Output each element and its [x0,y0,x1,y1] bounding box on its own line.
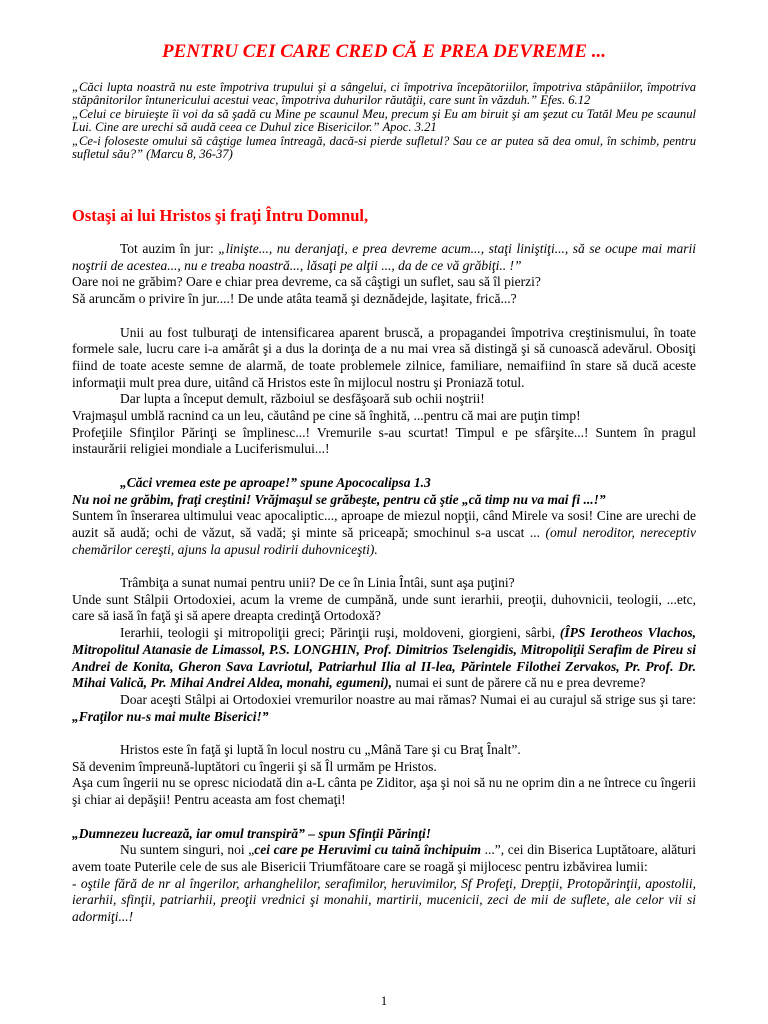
paragraph-5-pillars-lead: Doar aceşti Stâlpi ai Ortodoxiei vremurilor noastre au mai rămas? Numai ei au curajul să strige sus şi tare: [120,691,696,707]
paragraph-3-line-1: Dar lupta a început demult, războiul se desfăşoară sub ochii noştrii! [120,391,485,407]
paragraph-6-line-1: Hristos este în faţă şi luptă în locul nostru cu „Mână Tare şi cu Braţ Înalt”. [120,742,521,758]
paragraph-4-body [72,508,696,558]
paragraph-1-lead: Tot auzim în jur: [120,241,219,256]
paragraph-1-quote: „linişte..., nu deranjaţi, e prea devreme acum..., staţi liniştiţi..., să se ocupe mai marii noştrii de acestea..., nu e treaba noastră..., lăsaţi pe alţii ..., da de ce vă grăbiţi.. !” [72,241,696,273]
epigraph-quote-mark: „Ce-i foloseste omului să câştige lumea întreagă, dacă-si pierde sufletul? Sau ce ar putea să dea omul, în schimb, pentru sufletul său?” (Marcu 8, 36-37) [72,133,696,162]
paragraph-5-line-1: Trâmbiţa a sunat numai pentru unii? De ce în Linia Întâi, sunt aşa puţini? [120,575,515,591]
paragraph-5-hierarchs-names: (ÎPS Ierotheos Vlachos, Mitropolitul Atanasie de Limassol, P.S. LONGHIN, Prof. Dimitrios Tselengidis, Mitropoliţii Serafim de Pireu si Andrei de Konita, Gheron Sava Lavriotul, Patriarhul Ilia al II-lea, Părintele Filothei Zervakos, Pr. Prof. Dr. Mihai Valică, Pr. Mihai Andrei Aldea, monahi, egumeni), [72,625,696,691]
paragraph-7-list: - oştile fără de nr al îngerilor, arhanghelilor, serafimilor, heruvimilor, Sf Profeţi, Drepţii, Protopărinţii, apostolii, ierarhii, sfinţii, patriarhii, preoţii vrednici şi monahii, martirii, mucenicii, zeci de mii de suflete, ale celor vii si adormiţi...! [72,875,696,925]
paragraph-6-line-2: Să devenim împreună-luptători cu îngerii şi să Îl urmăm pe Hristos. [72,758,437,774]
paragraph-1-line-2: Oare noi ne grăbim? Oare e chiar prea devreme, ca să câştigi un suflet, sau să îl pierzi? [72,274,541,290]
paragraph-7-tail: ...”, cei din Biserica Luptătoare, alături avem toate Puterile cele de sus ale Bisericii Triumfătoare care se roagă şi mijlocesc pentru izbăvirea lumii: [72,842,696,874]
paragraph-1-line-3: Să aruncăm o privire în jur....! De unde atâta teamă şi deznădejde, laşitate, frică...? [72,291,517,307]
paragraph-2: Unii au fost tulburaţi de intensificarea aparent bruscă, a propagandei împotriva creştinismului, în toate formele sale, lucru care i-a amărât şi a dus la dorinţa de a nu mai vrea să distingă şi să cunoască adevărul. Obosiţi fiind de toate aceste semne de alarmă, de toate problemele zilnice, familiare, nemaifiind în stare să ducă aceste informaţii mult prea dure, uitând că Hristos este în mijlocul nostru şi Proniază totul. [72,324,696,390]
paragraph-7-heading: „Dumnezeu lucrează, iar omul transpiră” – spun Sfinţii Părinţi! [72,825,431,841]
epigraph-quote-ephesians: „Căci lupta noastră nu este împotriva trupului şi a sângelui, ci împotriva începătoriilor, împotriva stăpâniilor, împotriva stăpânitorilor întunericului acestui veac, împotriva duhurilor răutăţii, care sunt în văzduh.” Efes. 6.12 [72,80,696,108]
paragraph-7-lead: Nu suntem singuri, noi „ [120,842,255,858]
greeting-heading: Ostaşi ai lui Hristos şi fraţi Întru Domnul, [72,206,369,225]
page-number: 1 [380,994,388,1008]
paragraph-5-pillars-shout: „Fraţilor nu-s mai multe Biserici!” [72,708,269,724]
document-body [72,241,696,926]
document-title: PENTRU CEI CARE CRED CĂ E PREA DEVREME ... [162,41,606,62]
paragraph-7-hymn: cei care pe Heruvimi cu taină închipuim [254,842,481,858]
paragraph-5-hierarchs-tail: numai ei sunt de părere că nu e prea devreme? [392,675,646,691]
paragraph-4-enemy-hurries: Nu noi ne grăbim, fraţi creştini! Vrăjmaşul se grăbeşte, pentru că ştie „că timp nu va mai fi ...!” [72,491,606,507]
paragraph-3-line-3: Profeţiile Sfinţilor Părinţi se împlinesc...! Vremurile s-au scurtat! Timpul e pe sfârşite...! Suntem în pragul instaurării religiei mondiale a Luciferismului...! [72,424,696,457]
paragraph-5-hierarchs [72,625,696,692]
document-page [72,0,696,1024]
paragraph-4-parenthetical: (omul neroditor, nereceptiv chemărilor cereşti, ajuns la apusul rodirii duhovniceşti). [72,524,696,557]
epigraph-quotes [72,81,696,161]
paragraph-7-body [72,842,696,875]
epigraph-quote-revelation: „Celui ce biruieşte îi voi da să şadă cu Mine pe scaunul Meu, precum şi Eu am biruit şi am şezut cu Tatăl Meu pe scaunul Lui. Cine are urechi să audă ceea ce Duhul zice Bisericilor.” Apoc. 3.21 [72,106,696,135]
paragraph-5-line-2: Unde sunt Stâlpii Ortodoxiei, acum la vreme de cumpănă, unde sunt ierarhii, preoţii, duhovnicii, teologii, ...etc, care să iasă în faţă şi să apere dreapta credinţă Ortodoxă? [72,591,696,624]
paragraph-1 [72,241,696,274]
paragraph-4-apocalypse-quote: „Căci vremea este pe aproape!” spune Apococalipsa 1.3 [120,474,431,490]
paragraph-3-line-2: Vrajmaşul umblă racnind ca un leu, căutând pe cine să înghită, ...pentru că mai are puţin timp! [72,408,581,424]
paragraph-6-line-3: Aşa cum îngerii nu se opresc niciodată din a-L cânta pe Ziditor, aşa şi noi să nu ne oprim din a ne întrece cu îngerii şi chiar ai depăşii! Pentru aceasta am fost chemaţi! [72,775,696,808]
paragraph-5-hierarchs-lead: Ierarhii, teologii şi mitropoliţii greci; Părinţii ruşi, moldoveni, giorgieni, sârbi, [120,625,560,641]
paragraph-5-pillars [72,692,696,725]
paragraph-4-text: Suntem în înserarea ultimului veac apocaliptic..., aproape de miezul nopţii, când Mirele va sosi! Cine are urechi de auzit să audă; ochi de văzut, să vadă; şi minte să priceapă; smochinul s-a uscat ... [72,508,696,540]
